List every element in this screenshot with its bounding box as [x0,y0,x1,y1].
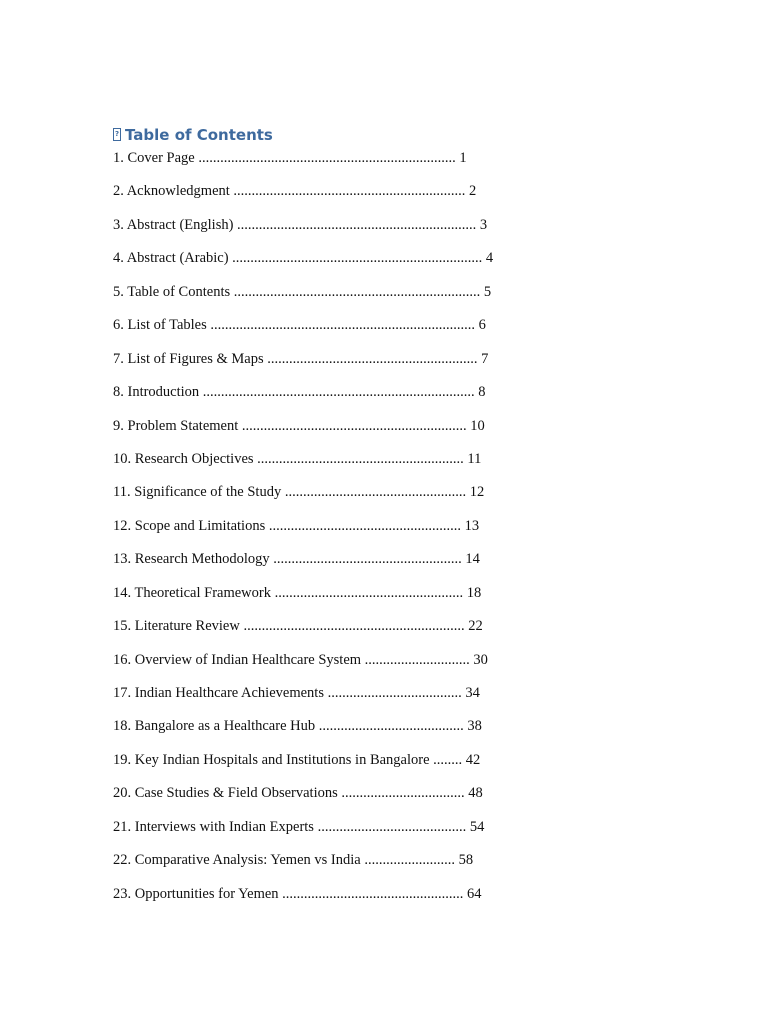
toc-entry: 2. Acknowledgment ................................................................ 2 [113,183,477,200]
toc-entry: 18. Bangalore as a Healthcare Hub ........................................ 38 [113,718,482,735]
toc-entry: 10. Research Objectives ......................................................... 11 [113,450,482,467]
toc-entry: 5. Table of Contents .................................................................... 5 [113,283,492,300]
toc-entry: 13. Research Methodology .................................................... 14 [113,551,480,568]
toc-list [113,146,673,915]
toc-entry: 23. Opportunities for Yemen .................................................. 64 [113,885,482,902]
toc-entry: 9. Problem Statement .............................................................. 10 [113,417,485,434]
toc-entry: 6. List of Tables ......................................................................... 6 [113,317,486,334]
toc-entry: 1. Cover Page ....................................................................... 1 [113,150,467,166]
toc-entry: 16. Overview of Indian Healthcare System ............................. 30 [113,651,488,668]
toc-entry: 3. Abstract (English) .................................................................. 3 [113,216,488,233]
toc-heading [113,124,673,146]
toc-entry: 4. Abstract (Arabic) ..................................................................... 4 [113,250,494,267]
toc-entry: 22. Comparative Analysis: Yemen vs India ......................... 58 [113,852,474,869]
missing-glyph-icon: ? [113,128,121,141]
toc-entry: 11. Significance of the Study .................................................. 12 [113,484,485,501]
document-page [113,124,673,915]
toc-entry: 15. Literature Review ............................................................. 22 [113,618,483,635]
toc-entry: 7. List of Figures & Maps .......................................................... 7 [113,350,489,367]
toc-entry: 20. Case Studies & Field Observations .................................. 48 [113,785,483,802]
toc-entry: 21. Interviews with Indian Experts ......................................... 54 [113,818,485,835]
toc-entry: 14. Theoretical Framework .................................................... 18 [113,584,482,601]
toc-entry: 17. Indian Healthcare Achievements ..................................... 34 [113,685,480,701]
toc-entry: 19. Key Indian Hospitals and Institutions in Bangalore ........ 42 [113,751,481,768]
toc-entry: 12. Scope and Limitations ..................................................... 13 [113,517,480,534]
toc-heading-label: Table of Contents [125,126,273,144]
toc-entry: 8. Introduction ........................................................................... 8 [113,384,486,401]
